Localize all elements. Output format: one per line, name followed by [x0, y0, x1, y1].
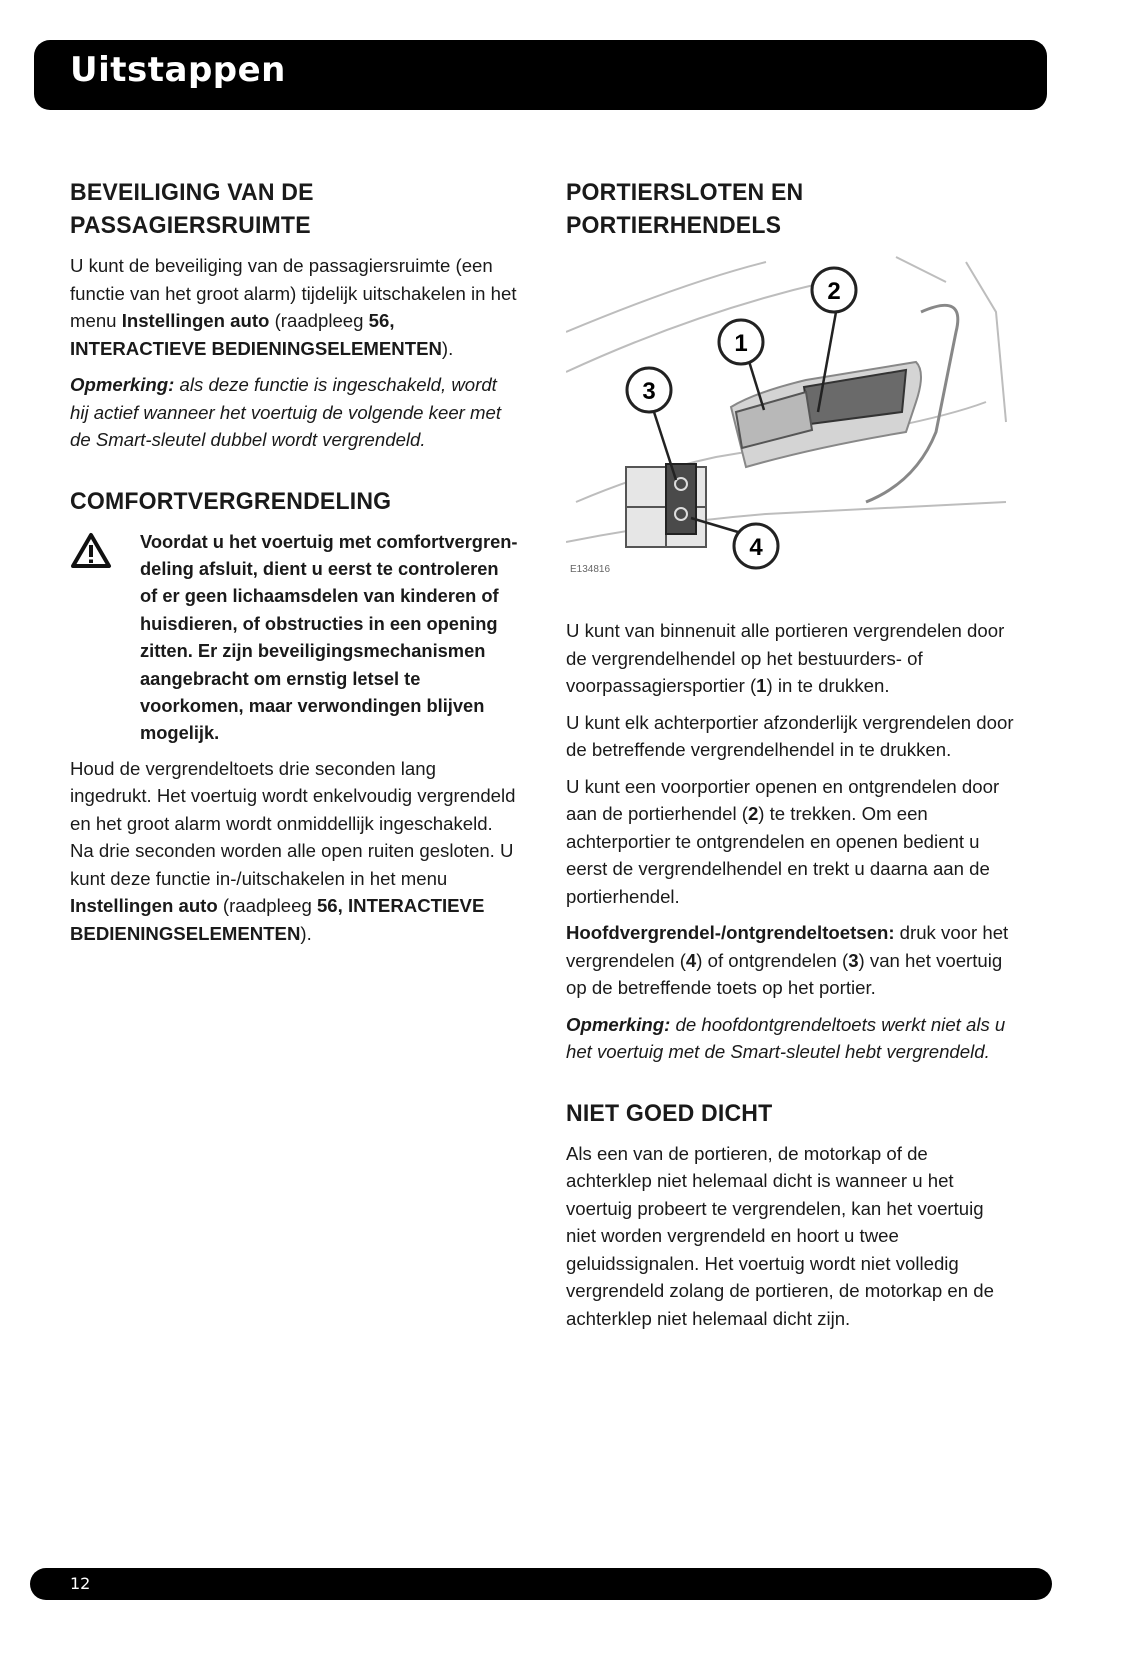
text: (raadpleeg [269, 310, 369, 331]
note [70, 371, 520, 454]
svg-text:1: 1 [734, 330, 748, 357]
switch-panel [626, 464, 706, 547]
text: ). [441, 337, 454, 359]
svg-text:4: 4 [749, 534, 763, 561]
callout-ref: 1 [756, 675, 767, 696]
callout-3 [627, 368, 671, 412]
text: (raadpleeg [217, 895, 317, 917]
page-number: 12 [70, 1574, 91, 1593]
cross-reference: 56, INTERACTIEVE BEDIENINGSELEMENTEN [70, 895, 485, 944]
text: Houd de vergrendeltoets drie seconden lang ingedrukt. Het voertuig wordt enkelvoudig vergrendeld en het groot alarm wordt onmiddellijk ingeschakeld. Na drie seconden worden alle open ruiten gesloten. U kunt deze functie in-/uitschakelen in het menu [70, 757, 516, 889]
text: U kunt een voorportier openen en ontgrendelen door aan de portierhendel ( [566, 775, 1000, 824]
lock-switch [666, 464, 696, 534]
svg-text:2: 2 [827, 278, 841, 305]
text: ) te trekken. Om een achterportier te ontgrendelen en openen bedient u eerst de vergrendelhendel en trekt u daarna aan de portierhendel. [566, 803, 990, 907]
panel-line [966, 262, 1006, 422]
callout-2 [812, 268, 856, 312]
callout-ref: 4 [685, 949, 697, 971]
text: ) in te drukken. [766, 675, 890, 696]
section-heading: NIET GOED DICHT [566, 1099, 773, 1127]
door-lock-illustration [566, 252, 1016, 597]
menu-reference: Instellingen auto [121, 310, 270, 331]
warning-text: Voordat u het voertuig met comfortvergren-deling afsluit, dient u eerst te controleren of er geen lichaamsdelen van kinderen of huisdieren, of obstructies in een opening zitten. Er zijn beveiligingsmechanismen aangebracht om ernstig letsel te voorkomen, maar verwondingen blijven mogelijk. [140, 530, 518, 744]
section-comfort-locking [70, 485, 520, 948]
header-bar [34, 40, 1047, 110]
callout-1 [719, 320, 763, 364]
note-label: Opmerking: [566, 1013, 671, 1035]
paragraph [70, 755, 520, 948]
paragraph [566, 773, 1016, 911]
term-label: Hoofdvergrendel-/ontgrendeltoetsen: [566, 922, 895, 943]
figure-code: E134816 [570, 564, 611, 575]
panel-line [566, 282, 826, 372]
warning-block [70, 528, 520, 747]
note [566, 1011, 1016, 1066]
text: ) van het voertuig op de betreffende toets op het portier. [566, 949, 1003, 998]
left-column [70, 176, 520, 956]
section-not-closed [566, 1097, 1016, 1333]
callout-ref: 2 [747, 803, 759, 824]
text: U kunt van binnenuit alle portieren vergrendelen door de vergrendelhendel op het bestuurders- of voorpassagiersportier ( [566, 620, 1005, 696]
note-text: de hoofdontgrendeltoets werkt niet als u het voertuig met de Smart-sleutel hebt vergrendeld. [566, 1013, 1006, 1062]
note-label: Opmerking: [70, 374, 175, 395]
callout-ref: 3 [848, 949, 859, 971]
svg-text:3: 3 [642, 378, 656, 405]
paragraph [70, 252, 520, 362]
menu-reference: Instellingen auto [70, 895, 218, 917]
panel-line [896, 257, 946, 282]
page-title: Uitstappen [70, 50, 286, 90]
section-heading: BEVEILIGING VAN DE PASSAGIERSRUIMTE [70, 179, 314, 239]
cross-reference: 56, INTERACTIEVE BEDIENINGSELEMENTEN [70, 310, 442, 359]
paragraph [566, 919, 1016, 1002]
text: ) of ontgrendelen ( [696, 949, 849, 971]
note-text: als deze functie is ingeschakeld, wordt hij actief wanneer het voertuig de volgende keer met de Smart-sleutel dubbel wordt vergrendeld. [70, 374, 502, 450]
section-heading: PORTIERSLOTEN EN PORTIERHENDELS [566, 179, 804, 239]
paragraph: U kunt elk achterportier afzonderlijk vergrendelen door de betreffende vergrendelhendel in te drukken. [566, 711, 1014, 760]
section-passenger-security [70, 176, 520, 454]
paragraph: Als een van de portieren, de motorkap of de achterklep niet helemaal dicht is wanneer u het voertuig probeert te vergrendelen, kan het voertuig niet worden vergrendeld en hoort u twee geluidssignalen. Het voertuig wordt niet volledig vergrendeld zolang de portieren, de motorkap en de achterklep niet helemaal dicht zijn. [566, 1142, 994, 1329]
text: ). [300, 922, 312, 944]
right-column [566, 176, 1016, 1341]
footer-bar [30, 1568, 1052, 1600]
section-door-locks [566, 176, 1016, 1066]
paragraph [566, 617, 1016, 700]
section-heading: COMFORTVERGRENDELING [70, 487, 392, 515]
warning-icon [70, 528, 140, 747]
callout-4 [734, 524, 778, 568]
text: U kunt de beveiliging van de passagiersruimte (een functie van het groot alarm) tijdelijk uitschakelen in het menu [70, 255, 517, 331]
text: druk voor het vergrendelen ( [566, 922, 1009, 971]
